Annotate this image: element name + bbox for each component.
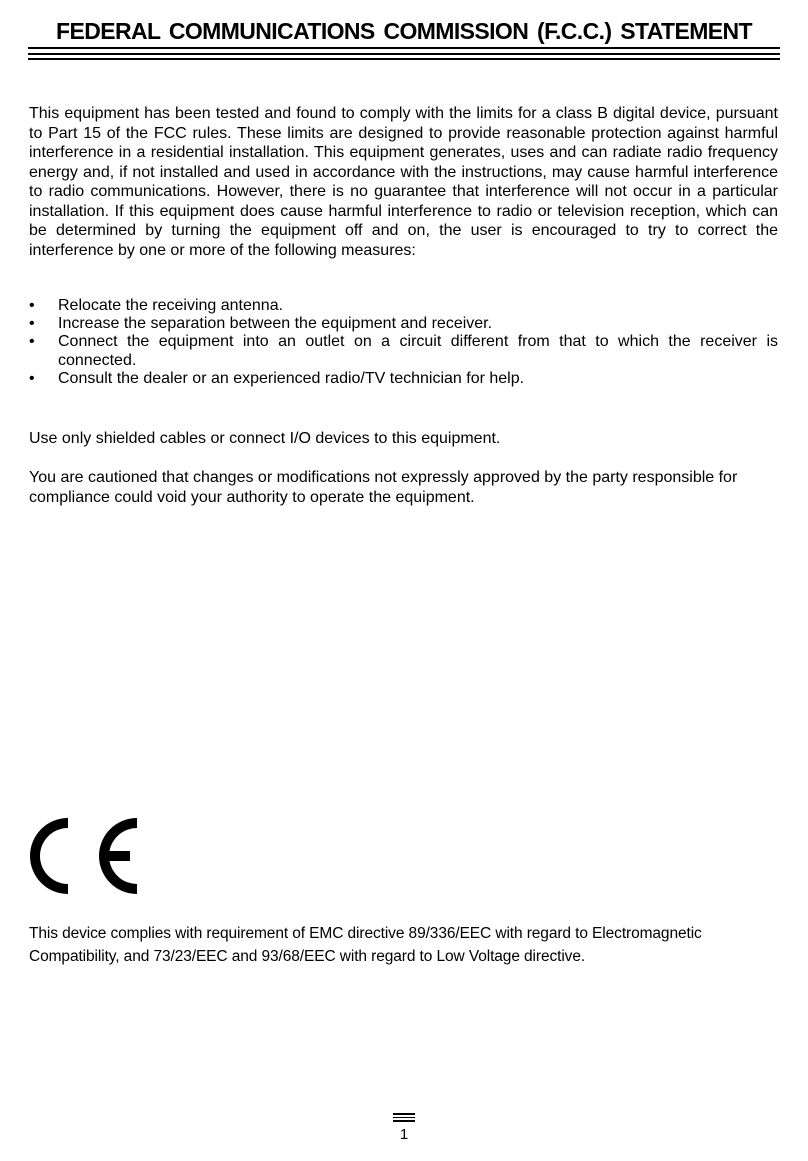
ce-mark-icon xyxy=(30,818,138,894)
page-title: FEDERAL COMMUNICATIONS COMMISSION (F.C.C.) STATEMENT xyxy=(56,18,752,44)
page-number: 1 xyxy=(399,1126,409,1143)
fcc-intro-paragraph: This equipment has been tested and found to comply with the limits for a class B digital device, pursuant to Part 15 of the FCC rules. These limits are designed to provide reasonable protection against harmful interference in a residential installation. This equipment generates, uses and can radiate radio frequency energy and, if not installed and used in accordance with the instructions, may cause harmful interference to radio communications. However, there is no guarantee that interference will not occur in a particular installation. If this equipment does cause harmful interference to radio or television reception, which can be determined by turning the equipment off and on, the user is encouraged to try to correct the interference by one or more of the following measures: xyxy=(29,105,778,259)
list-item xyxy=(29,333,778,369)
bullet-icon: • xyxy=(29,315,35,333)
list-item xyxy=(29,297,778,315)
bullet-icon: • xyxy=(29,333,35,351)
list-item xyxy=(29,315,778,333)
measure-text: Relocate the receiving antenna. xyxy=(58,297,284,314)
measure-text: Connect the equipment into an outlet on a circuit different from that to which the receiver is connected. xyxy=(58,333,778,369)
list-item xyxy=(29,370,778,388)
title-rule-bottom xyxy=(28,58,780,60)
fcc-measures-list xyxy=(29,297,778,388)
bullet-icon: • xyxy=(29,369,35,387)
modifications-caution: You are cautioned that changes or modifications not expressly approved by the party responsible for compliance could void your authority to operate the equipment. xyxy=(29,469,738,506)
measure-text: Increase the separation between the equipment and receiver. xyxy=(58,315,493,333)
ce-compliance-statement: This device complies with requirement of EMC directive 89/336/EEC with regard to Electromagnetic Compatibility, and 73/23/EEC and 93/68/EEC with regard to Low Voltage directive. xyxy=(29,925,702,965)
shielded-cables-note: Use only shielded cables or connect I/O devices to this equipment. xyxy=(29,430,501,447)
measure-text: Consult the dealer or an experienced radio/TV technician for help. xyxy=(58,369,525,387)
bullet-icon: • xyxy=(29,297,35,314)
page-marker-lines xyxy=(393,1113,415,1122)
title-rule-top xyxy=(28,47,780,49)
title-rule-middle xyxy=(28,53,780,55)
